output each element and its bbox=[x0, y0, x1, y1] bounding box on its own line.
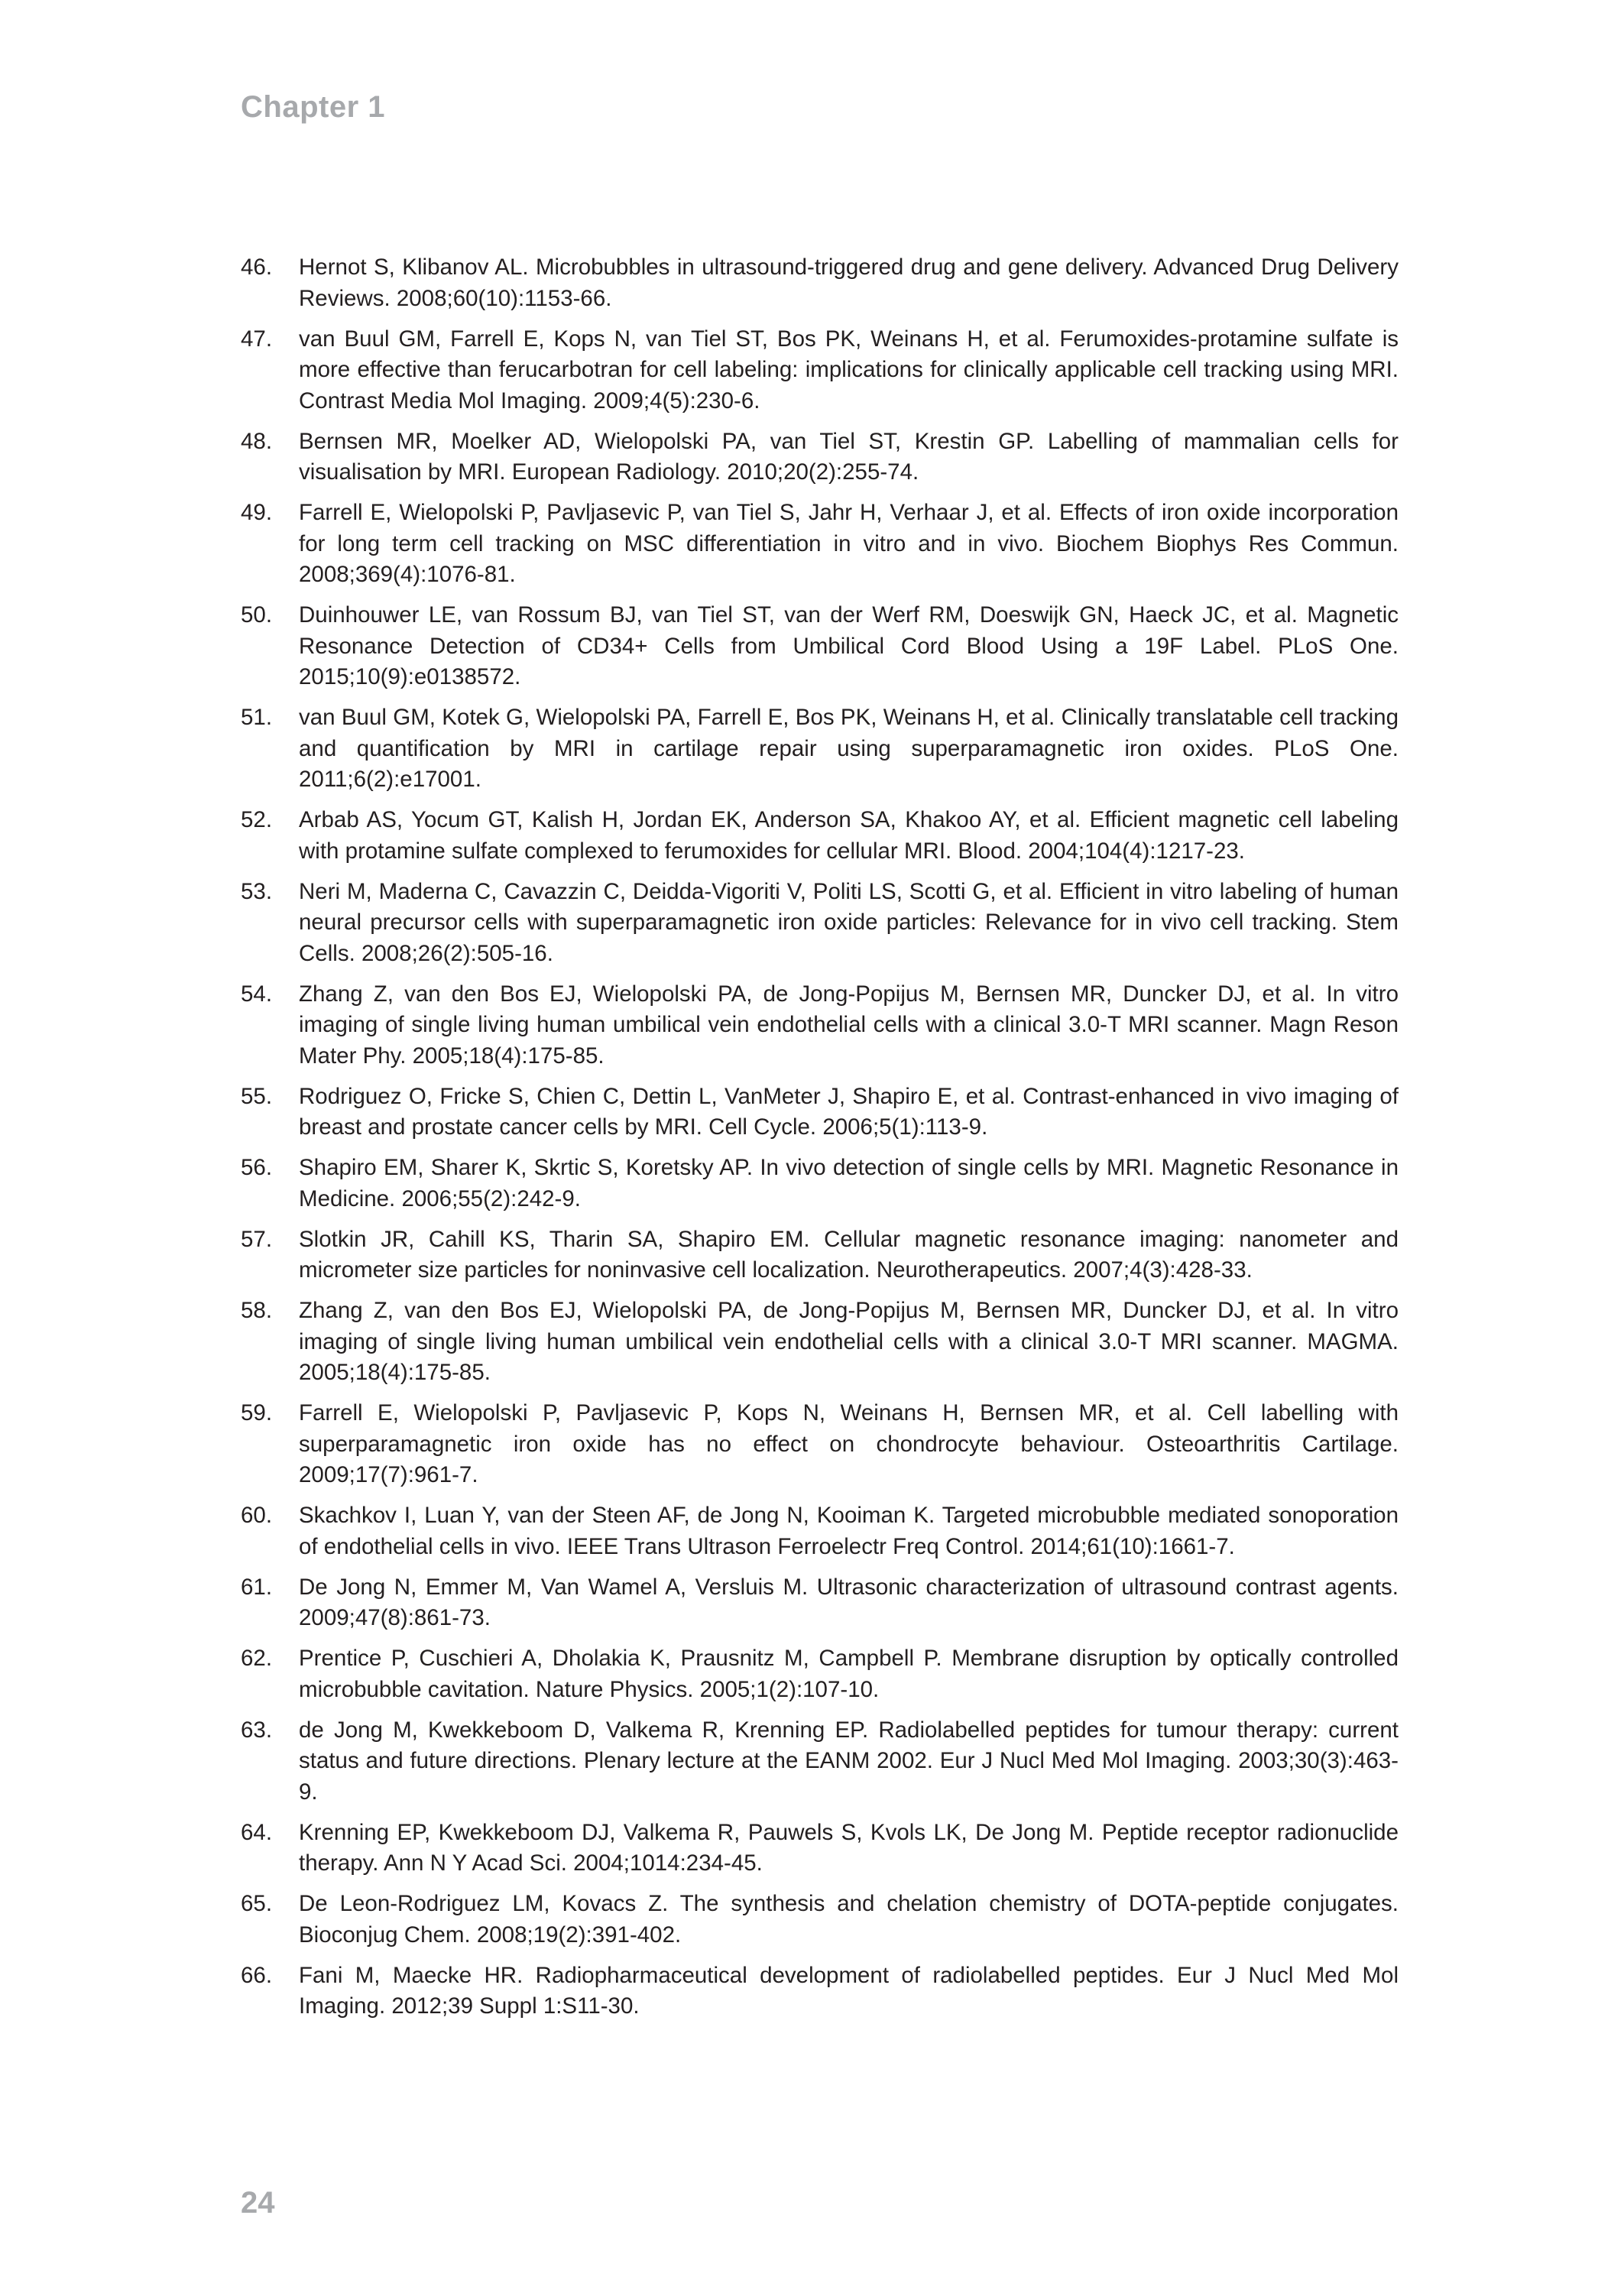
reference-item bbox=[241, 1153, 1399, 1215]
reference-number: 62. bbox=[241, 1646, 273, 1671]
reference-item bbox=[241, 1818, 1399, 1879]
reference-text: Rodriguez O, Fricke S, Chien C, Dettin L, VanMeter J, Shapiro E, et al. Contrast-enhanced in vivo imaging of breast and prostate cancer cells by MRI. Cell Cycle. 2006;5(1):113-9. bbox=[299, 1083, 1399, 1140]
reference-text: Zhang Z, van den Bos EJ, Wielopolski PA, de Jong-Popijus M, Bernsen MR, Duncker DJ, et al. In vitro imaging of single living human umbilical vein endothelial cells with a clinical 3.0-T MRI scanner. Magn Reson Mater Phy. 2005;18(4):175-85. bbox=[299, 981, 1399, 1069]
reference-item bbox=[241, 324, 1399, 417]
reference-text: Farrell E, Wielopolski P, Pavljasevic P, Kops N, Weinans H, Bernsen MR, et al. Cell labelling with superparamagnetic iron oxide has no effect on chondrocyte behaviour. Osteoarthritis Cartilage. 2009;17(7):961-7. bbox=[299, 1400, 1399, 1487]
reference-item bbox=[241, 252, 1399, 314]
reference-text: De Jong N, Emmer M, Van Wamel A, Versluis M. Ultrasonic characterization of ultrasound contrast agents. 2009;47(8):861-73. bbox=[299, 1574, 1399, 1630]
reference-text: van Buul GM, Kotek G, Wielopolski PA, Farrell E, Bos PK, Weinans H, et al. Clinically translatable cell tracking and quantification by MRI in cartilage repair using superparamagnetic iron oxides. PLoS One. 2011;6(2):e17001. bbox=[299, 705, 1399, 792]
page-number: 24 bbox=[241, 2186, 275, 2220]
reference-number: 57. bbox=[241, 1226, 273, 1252]
reference-item bbox=[241, 805, 1399, 867]
reference-number: 53. bbox=[241, 878, 273, 904]
reference-text: de Jong M, Kwekkeboom D, Valkema R, Krenning EP. Radiolabelled peptides for tumour therapy: current status and future directions. Plenary lecture at the EANM 2002. Eur J Nucl Med Mol Imaging. 2003;30(3):463-9. bbox=[299, 1717, 1399, 1805]
reference-item bbox=[241, 979, 1399, 1072]
reference-text: Farrell E, Wielopolski P, Pavljasevic P, van Tiel S, Jahr H, Verhaar J, et al. Effects of iron oxide incorporation for long term cell tracking on MSC differentiation in vitro and in vivo. Biochem Biophys Res Commun. 2008;369(4):1076-81. bbox=[299, 500, 1399, 587]
reference-number: 58. bbox=[241, 1298, 273, 1323]
reference-text: Krenning EP, Kwekkeboom DJ, Valkema R, Pauwels S, Kvols LK, De Jong M. Peptide receptor radionuclide therapy. Ann N Y Acad Sci. 2004;1014:234-45. bbox=[299, 1819, 1399, 1876]
reference-item bbox=[241, 1224, 1399, 1286]
reference-number: 65. bbox=[241, 1891, 273, 1916]
reference-text: Prentice P, Cuschieri A, Dholakia K, Prausnitz M, Campbell P. Membrane disruption by optically controlled microbubble cavitation. Nature Physics. 2005;1(2):107-10. bbox=[299, 1646, 1399, 1702]
reference-item bbox=[241, 1643, 1399, 1705]
reference-item bbox=[241, 1715, 1399, 1808]
reference-item bbox=[241, 1889, 1399, 1951]
reference-list bbox=[241, 252, 1399, 2032]
reference-number: 61. bbox=[241, 1574, 273, 1600]
reference-number: 54. bbox=[241, 981, 273, 1007]
reference-text: Shapiro EM, Sharer K, Skrtic S, Koretsky AP. In vivo detection of single cells by MRI. Magnetic Resonance in Medicine. 2006;55(2):242-9. bbox=[299, 1155, 1399, 1211]
reference-item bbox=[241, 1961, 1399, 2022]
reference-text: Duinhouwer LE, van Rossum BJ, van Tiel ST, van der Werf RM, Doeswijk GN, Haeck JC, et al. Magnetic Resonance Detection of CD34+ Cells from Umbilical Cord Blood Using a 19F Label. PLoS One. 2015;10(9):e0138572. bbox=[299, 602, 1399, 689]
reference-item bbox=[241, 426, 1399, 488]
chapter-header: Chapter 1 bbox=[241, 90, 385, 124]
reference-item bbox=[241, 877, 1399, 970]
reference-number: 66. bbox=[241, 1962, 273, 1988]
reference-number: 46. bbox=[241, 255, 273, 280]
reference-number: 52. bbox=[241, 807, 273, 832]
reference-text: Bernsen MR, Moelker AD, Wielopolski PA, van Tiel ST, Krestin GP. Labelling of mammalian cells for visualisation by MRI. European Radiology. 2010;20(2):255-74. bbox=[299, 428, 1399, 485]
reference-item bbox=[241, 702, 1399, 796]
reference-number: 49. bbox=[241, 500, 273, 525]
reference-item bbox=[241, 498, 1399, 591]
reference-number: 64. bbox=[241, 1819, 273, 1845]
reference-text: Hernot S, Klibanov AL. Microbubbles in ultrasound-triggered drug and gene delivery. Advanced Drug Delivery Reviews. 2008;60(10):1153-66. bbox=[299, 255, 1399, 311]
reference-text: Fani M, Maecke HR. Radiopharmaceutical development of radiolabelled peptides. Eur J Nucl Med Mol Imaging. 2012;39 Suppl 1:S11-30. bbox=[299, 1962, 1399, 2019]
reference-item bbox=[241, 1500, 1399, 1562]
reference-number: 56. bbox=[241, 1155, 273, 1180]
reference-number: 55. bbox=[241, 1083, 273, 1109]
reference-text: Skachkov I, Luan Y, van der Steen AF, de Jong N, Kooiman K. Targeted microbubble mediated sonoporation of endothelial cells in vivo. IEEE Trans Ultrason Ferroelectr Freq Control. 2014;61(10):1661-7. bbox=[299, 1503, 1399, 1559]
reference-number: 48. bbox=[241, 428, 273, 454]
reference-number: 50. bbox=[241, 602, 273, 628]
reference-text: Zhang Z, van den Bos EJ, Wielopolski PA, de Jong-Popijus M, Bernsen MR, Duncker DJ, et al. In vitro imaging of single living human umbilical vein endothelial cells with a clinical 3.0-T MRI scanner. MAGMA. 2005;18(4):175-85. bbox=[299, 1298, 1399, 1385]
reference-number: 60. bbox=[241, 1503, 273, 1528]
reference-text: van Buul GM, Farrell E, Kops N, van Tiel ST, Bos PK, Weinans H, et al. Ferumoxides-protamine sulfate is more effective than ferucarbotran for cell labeling: implications for clinically applicable cell tracking using MRI. Contrast Media Mol Imaging. 2009;4(5):230-6. bbox=[299, 326, 1399, 414]
reference-item bbox=[241, 1296, 1399, 1389]
reference-number: 47. bbox=[241, 326, 273, 352]
reference-text: De Leon-Rodriguez LM, Kovacs Z. The synthesis and chelation chemistry of DOTA-peptide conjugates. Bioconjug Chem. 2008;19(2):391-402. bbox=[299, 1891, 1399, 1948]
reference-number: 51. bbox=[241, 705, 273, 730]
reference-item bbox=[241, 1398, 1399, 1491]
reference-text: Slotkin JR, Cahill KS, Tharin SA, Shapiro EM. Cellular magnetic resonance imaging: nanometer and micrometer size particles for noninvasive cell localization. Neurotherapeutics. 2007;4(3):428-33. bbox=[299, 1226, 1399, 1283]
reference-number: 59. bbox=[241, 1400, 273, 1425]
reference-item bbox=[241, 1572, 1399, 1634]
reference-item bbox=[241, 600, 1399, 693]
reference-number: 63. bbox=[241, 1717, 273, 1743]
reference-text: Arbab AS, Yocum GT, Kalish H, Jordan EK, Anderson SA, Khakoo AY, et al. Efficient magnetic cell labeling with protamine sulfate complexed to ferumoxides for cellular MRI. Blood. 2004;104(4):1217-23. bbox=[299, 807, 1399, 864]
reference-item bbox=[241, 1082, 1399, 1143]
reference-text: Neri M, Maderna C, Cavazzin C, Deidda-Vigoriti V, Politi LS, Scotti G, et al. Efficient in vitro labeling of human neural precursor cells with superparamagnetic iron oxide particles: Relevance for in vivo cell tracking. Stem Cells. 2008;26(2):505-16. bbox=[299, 878, 1399, 966]
